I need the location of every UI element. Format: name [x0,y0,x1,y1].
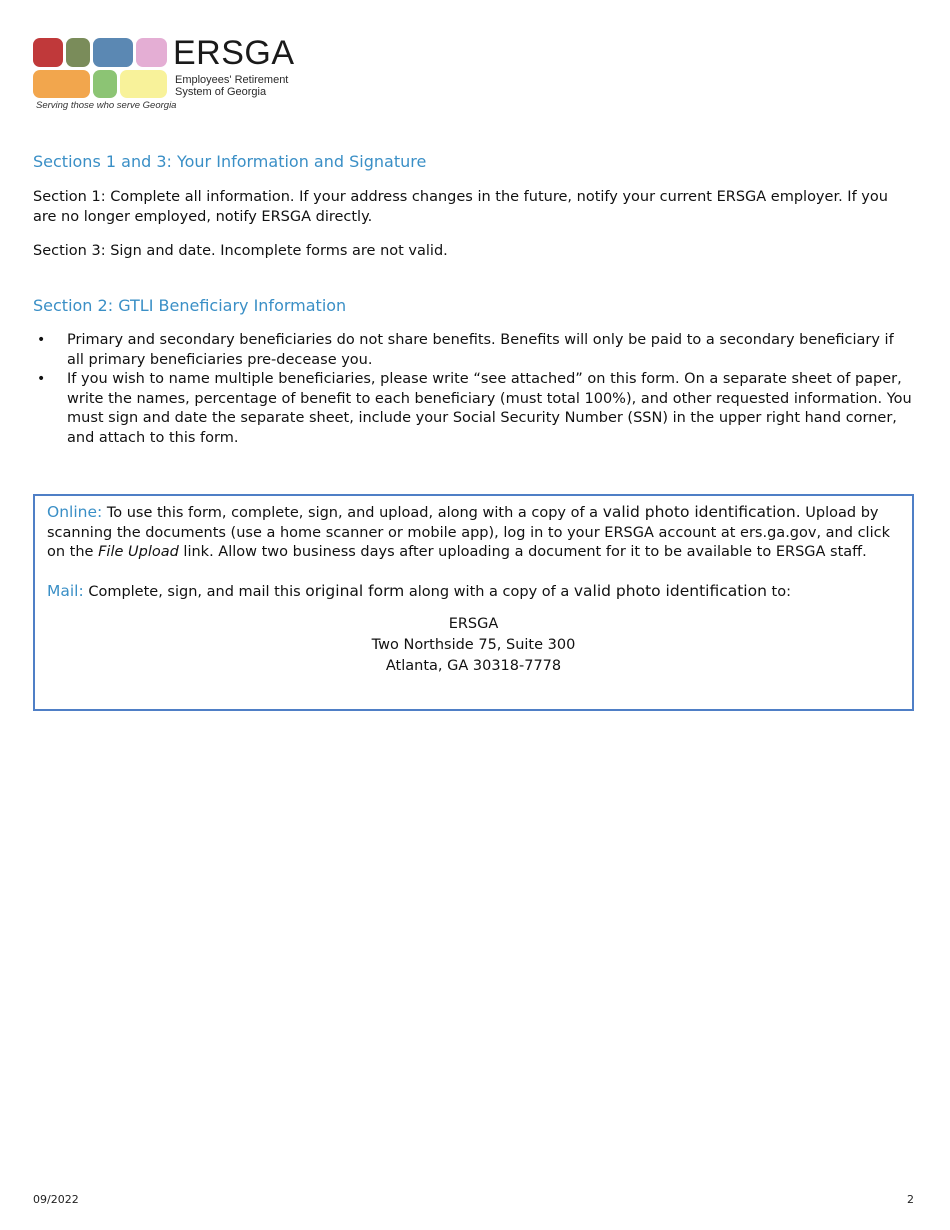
mail-label: Mail: [47,581,84,600]
logo-tile-green [93,70,117,98]
mail-text-3: to: [771,583,791,600]
section-1-3-heading: Sections 1 and 3: Your Information and Signature [33,152,427,171]
logo-tile-yellow [120,70,167,98]
submission-instructions-box [33,494,914,711]
online-text-2: Upload by scanning the documents (use a home scanner or mobile app), log in to your ERSGA account at ers.ga.gov, and click on the [47,505,890,561]
logo-wordmark: ERSGA [173,34,295,72]
mail-text-2: along with a copy of a [408,583,570,600]
section-3-paragraph: Section 3: Sign and date. Incomplete forms are not valid. [33,243,448,259]
mail-emphasis-2: valid photo identification [573,581,767,600]
logo-tile-olive [66,38,90,67]
address-line-2: Two Northside 75, Suite 300 [371,637,576,654]
bullet-item-2: • If you wish to name multiple beneficiaries, please write “see attached” on this form. On a separate sheet of paper, write the names, percentage of benefit to each beneficiary (must total 100%), and other requested information. You must sign and date the separate sheet, include your Social Security Number (SSN) in the upper right hand corner, and attach to this form. [33,370,913,448]
mailing-address [47,614,900,677]
footer-page-number: 2 [907,1193,914,1206]
logo-tagline: Serving those who serve Georgia [36,100,177,111]
logo-tile-pink [136,38,167,67]
section-2-heading: Section 2: GTLI Beneficiary Information [33,296,347,315]
ersga-logo [33,34,303,118]
online-instructions [47,503,900,563]
section-1-paragraph: Section 1: Complete all information. If your address changes in the future, notify your current ERSGA employer. If you are no longer employed, notify ERSGA directly. [33,189,888,225]
footer-revision-date: 09/2022 [33,1193,79,1206]
mail-text-1: Complete, sign, and mail this [88,583,301,600]
beneficiary-bullet-list [33,331,913,449]
online-text-3: link. Allow two business days after uploading a document for it to be available to ERSGA staff. [183,544,867,561]
mail-emphasis-1: original form [305,581,405,600]
online-label: Online: [47,503,103,521]
bullet-item-1: • Primary and secondary beneficiaries do not share benefits. Benefits will only be paid to a secondary beneficiary if all primary beneficiaries pre-decease you. [33,331,913,370]
mail-instructions [47,582,900,603]
logo-subtitle: Employees' Retirement System of Georgia [175,74,289,98]
address-line-3: Atlanta, GA 30318-7778 [385,658,562,675]
address-line-1: ERSGA [448,616,499,633]
online-text-1: To use this form, complete, sign, and upload, along with a copy of a [106,505,599,521]
online-emphasis: valid photo identification. [602,503,801,521]
logo-tile-orange [33,70,90,98]
file-upload-link-text: File Upload [98,544,179,561]
logo-tile-blue [93,38,133,67]
logo-tile-red [33,38,63,67]
